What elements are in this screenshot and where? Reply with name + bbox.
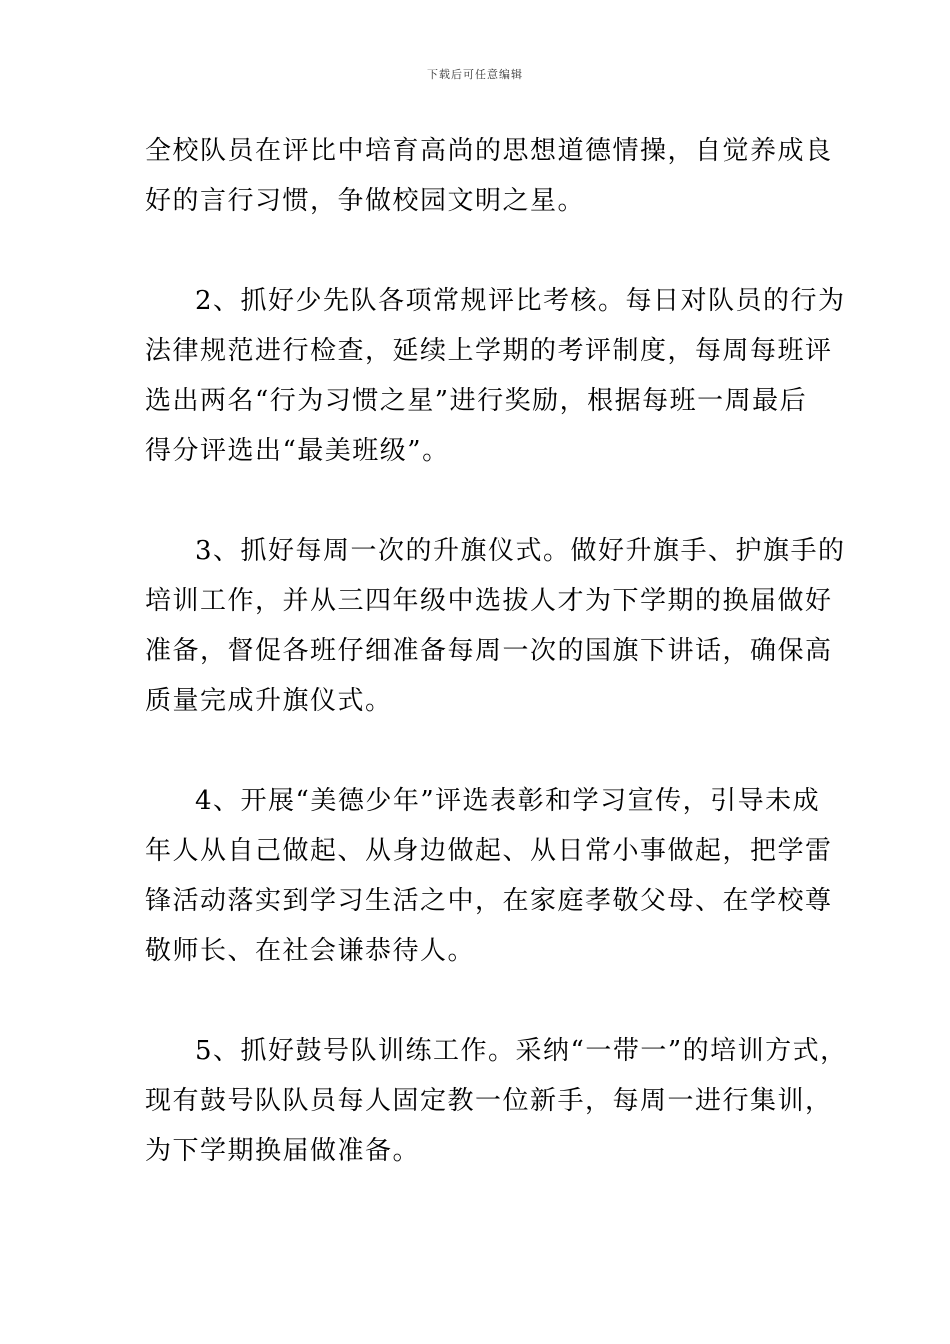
paragraph-line: 2、抓好少先队各项常规评比考核。每日对队员的行为	[195, 286, 846, 316]
paragraph-line: 培训工作，并从三四年级中选拔人才为下学期的换届做好	[145, 586, 833, 616]
paragraph-gap	[145, 726, 813, 776]
paragraph-gap	[145, 476, 813, 526]
paragraph-line: 锋活动落实到学习生活之中，在家庭孝敬父母、在学校尊	[145, 886, 833, 916]
page-header-note: 下载后可任意编辑	[427, 68, 523, 81]
paragraph-line: 4、开展“美德少年”评选表彰和学习宣传，引导未成	[195, 786, 821, 816]
document-body	[145, 126, 848, 1176]
paragraph-line: 敬师长、在社会谦恭待人。	[145, 936, 476, 966]
paragraph-line: 年人从自己做起、从身边做起、从日常小事做起，把学雷	[145, 836, 833, 866]
paragraph-gap	[145, 976, 813, 1026]
paragraph-line: 现有鼓号队队员每人固定教一位新手，每周一进行集训，	[145, 1086, 833, 1116]
paragraph-line: 得分评选出“最美班级”。	[145, 436, 450, 466]
paragraph-gap	[145, 226, 813, 276]
paragraph-line: 质量完成升旗仪式。	[145, 686, 393, 716]
paragraph-line: 准备，督促各班仔细准备每周一次的国旗下讲话，确保高	[145, 636, 833, 666]
paragraph-line: 全校队员在评比中培育高尚的思想道德情操，自觉养成良	[145, 136, 833, 166]
paragraph-line: 选出两名“行为习惯之星”进行奖励，根据每班一周最后	[145, 386, 808, 416]
paragraph-2	[145, 276, 846, 476]
paragraph-5	[145, 1026, 848, 1176]
paragraph-line: 5、抓好鼓号队训练工作。采纳“一带一”的培训方式，	[195, 1036, 848, 1066]
paragraph-4	[145, 776, 833, 976]
paragraph-line: 3、抓好每周一次的升旗仪式。做好升旗手、护旗手的	[195, 536, 846, 566]
paragraph-line: 为下学期换届做准备。	[145, 1136, 421, 1166]
paragraph-1	[145, 126, 833, 226]
paragraph-line: 法律规范进行检查，延续上学期的考评制度，每周每班评	[145, 336, 833, 366]
paragraph-3	[145, 526, 846, 726]
paragraph-line: 好的言行习惯，争做校园文明之星。	[145, 186, 586, 216]
